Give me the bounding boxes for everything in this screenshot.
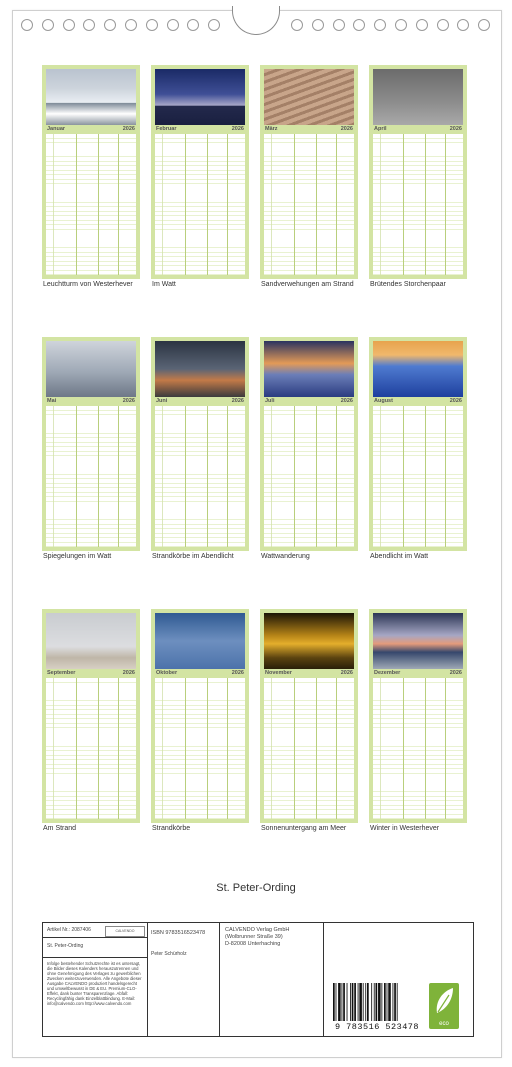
day-grid: [264, 406, 354, 547]
month-caption: Abendlicht im Watt: [370, 553, 429, 560]
day-grid: [46, 678, 136, 819]
month-photo: [46, 69, 136, 125]
author-name: Peter Schürholz: [151, 951, 187, 957]
month-name: Dezember: [374, 670, 401, 676]
month-photo: [373, 613, 463, 669]
month-name: Januar: [47, 126, 66, 132]
month-header: [373, 670, 463, 677]
calendar-title: St. Peter-Ording: [216, 882, 296, 894]
binding-hole: [291, 19, 303, 31]
binding-hole: [167, 19, 179, 31]
month-header: [264, 398, 354, 405]
binding-hole: [125, 19, 137, 31]
barcode-number: 9 783516 523478: [334, 1022, 419, 1032]
day-grid: [155, 406, 245, 547]
binding-hole: [104, 19, 116, 31]
month-header: [373, 398, 463, 405]
month-photo: [264, 613, 354, 669]
month-caption: Leuchtturm von Westerhever: [43, 281, 133, 288]
month-name: Juni: [156, 398, 168, 404]
binding-hole: [374, 19, 386, 31]
month-name: April: [374, 126, 387, 132]
binding-hole: [208, 19, 220, 31]
publisher-logo: CALVENDO: [105, 926, 145, 937]
publisher-city: D-82008 Unterhaching: [225, 941, 281, 947]
month-year: 2026: [122, 126, 135, 132]
month-caption: Sandverwehungen am Strand: [261, 281, 354, 288]
month-caption: Strandkörbe: [152, 825, 191, 832]
binding-hole: [187, 19, 199, 31]
month-photo: [46, 613, 136, 669]
month-name: November: [265, 670, 292, 676]
month-year: 2026: [449, 670, 462, 676]
day-grid: [373, 678, 463, 819]
eco-text: eco: [439, 1021, 449, 1027]
month-caption: Brütendes Storchenpaar: [370, 281, 446, 288]
eco-label: [429, 983, 459, 1029]
month-block-11: [260, 609, 358, 823]
month-caption: Spiegelungen im Watt: [43, 553, 112, 560]
day-grid: [155, 134, 245, 275]
day-grid: [264, 678, 354, 819]
month-year: 2026: [449, 126, 462, 132]
month-caption: Im Watt: [152, 281, 176, 288]
binding-hole: [333, 19, 345, 31]
binding-hole: [83, 19, 95, 31]
month-year: 2026: [340, 398, 353, 404]
day-grid: [46, 406, 136, 547]
month-block-10: [151, 609, 249, 823]
month-name: August: [374, 398, 393, 404]
day-grid: [373, 134, 463, 275]
binding-hole: [478, 19, 490, 31]
leaf-icon: [429, 983, 459, 1017]
month-caption: Am Strand: [43, 825, 77, 832]
binding-hole: [353, 19, 365, 31]
month-photo: [264, 341, 354, 397]
month-header: [264, 126, 354, 133]
month-name: Oktober: [156, 670, 178, 676]
publisher-name: CALVENDO Verlag GmbH: [225, 927, 290, 933]
binding-hole: [395, 19, 407, 31]
disclaimer-text: Infolge bestehender Schutzrechte ist es untersagt, die Bilder dieses Kalenders herauszutrennen und ohne Genehmigung des Verlages zu gewerblichen Zwecken weiterzuverwenden. Alle Angebote dieser Ausgabe CALVENDO produziert handelsgerecht und umweltbewusst in DE & EU. Premium-CLO-Effekt, dank bunter Transparenzlage. Abfall: Recyclingfähig dank Einzelblattbindung. E-Mail: info@calvendo.com http://www.calvendo.com: [47, 961, 142, 1006]
month-header: [373, 126, 463, 133]
day-grid: [155, 678, 245, 819]
binding-hole: [416, 19, 428, 31]
month-header: [264, 670, 354, 677]
month-year: 2026: [231, 126, 244, 132]
month-caption: Sonnenuntergang am Meer: [261, 825, 347, 832]
month-photo: [264, 69, 354, 125]
month-year: 2026: [122, 670, 135, 676]
month-photo: [155, 69, 245, 125]
month-year: 2026: [340, 126, 353, 132]
month-block-1: [42, 65, 140, 279]
month-header: [155, 126, 245, 133]
binding-hole: [312, 19, 324, 31]
month-year: 2026: [122, 398, 135, 404]
month-header: [46, 398, 136, 405]
month-caption: Strandkörbe im Abendlicht: [152, 553, 234, 560]
month-block-4: [369, 65, 467, 279]
month-header: [155, 670, 245, 677]
month-name: September: [47, 670, 76, 676]
binding-hole: [42, 19, 54, 31]
month-year: 2026: [340, 670, 353, 676]
binding-hole: [457, 19, 469, 31]
month-photo: [155, 613, 245, 669]
month-block-12: [369, 609, 467, 823]
month-year: 2026: [449, 398, 462, 404]
month-header: [46, 670, 136, 677]
month-name: Juli: [265, 398, 275, 404]
month-block-7: [260, 337, 358, 551]
month-photo: [155, 341, 245, 397]
month-block-8: [369, 337, 467, 551]
month-caption: Winter in Westerhever: [370, 825, 440, 832]
binding-hole: [437, 19, 449, 31]
month-caption: Wattwanderung: [261, 553, 310, 560]
binding-hole: [146, 19, 158, 31]
month-year: 2026: [231, 670, 244, 676]
short-title: St. Peter-Ording: [47, 943, 84, 949]
month-photo: [373, 69, 463, 125]
article-number: Artikel Nr.: 2087406: [47, 927, 91, 933]
month-header: [46, 126, 136, 133]
day-grid: [46, 134, 136, 275]
month-photo: [373, 341, 463, 397]
day-grid: [264, 134, 354, 275]
month-block-6: [151, 337, 249, 551]
month-photo: [46, 341, 136, 397]
binding-hole: [21, 19, 33, 31]
month-block-3: [260, 65, 358, 279]
imprint-box: [42, 922, 474, 1037]
month-name: Februar: [156, 126, 177, 132]
month-year: 2026: [231, 398, 244, 404]
publisher-street: (Wolbrunner Straße 39): [225, 934, 283, 940]
barcode: [331, 983, 423, 1021]
month-block-2: [151, 65, 249, 279]
isbn: ISBN 9783516523478: [151, 930, 206, 936]
month-header: [155, 398, 245, 405]
month-block-5: [42, 337, 140, 551]
month-name: Mai: [47, 398, 57, 404]
month-block-9: [42, 609, 140, 823]
month-name: März: [265, 126, 278, 132]
binding-hole: [63, 19, 75, 31]
day-grid: [373, 406, 463, 547]
